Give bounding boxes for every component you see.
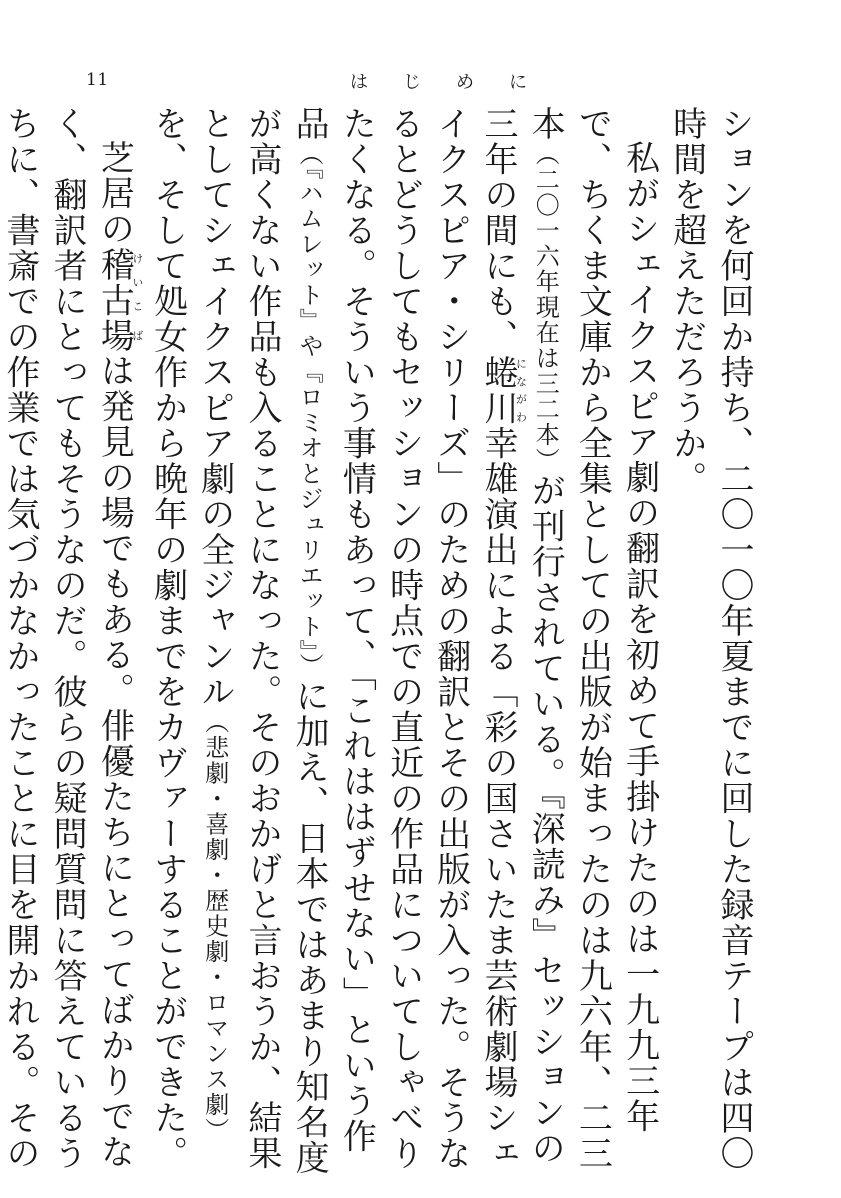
paragraph-text: に加え、日本ではあまり知名度が高くない作品も入ることになった。そのおかげと言おうか、結果としてシェイクスピア劇の全ジャンル [194, 106, 330, 1176]
paragraph-text: 私がシェイクスピア劇の翻訳を初めて手掛けたのは一九九三年で、ちくま文庫から全集としての出版が始まったのは九六年、二三本 [525, 106, 660, 1171]
vertical-text-column [0, 106, 757, 1186]
ruby-base: 稽古 [94, 246, 135, 318]
paragraph-text: を、そして処女作から晩年の劇までをカヴァーすることができた。 [147, 106, 188, 1171]
page-number: 11 [86, 70, 109, 90]
parenthetical-note: （『ハムレット』や『ロミオとジュリエット』） [295, 141, 324, 679]
running-head: はじめに [350, 72, 562, 93]
ruby-keiko [94, 246, 144, 318]
paragraph-translation-history [143, 106, 662, 1186]
paragraph-rehearsal [0, 106, 143, 1186]
paragraph-text: が刊行されている。『深読み』セッションの三年の間にも、 [477, 106, 566, 1166]
paragraph-text: ションを何回か持ち、二〇一〇年夏までに回した録音テープは四〇時間を超えただろうか。 [666, 106, 754, 1171]
ruby-base: 場 [94, 317, 135, 353]
ruby-ninagawa [477, 354, 528, 426]
ruby-reading: けいこ [130, 246, 144, 318]
paragraph-text: 幸雄演出による「彩の国さいたま芸術劇場シェイクスピア・シリーズ」のための翻訳とその出版が入った。そうなるとどうしてもセッションの時点での直近の作品についてしゃべりたくなる。そういう事情もあって、「これははずせない」という作品 [289, 106, 518, 1171]
ruby-reading: ば [130, 317, 144, 353]
paragraph-continued [663, 106, 757, 1186]
paragraph-text: は発見の場でもある。俳優たちにとってばかりでなく、翻訳者にとってもそうなのだ。彼らの疑問質問に答えているうちに、書斎での作業では気づかなかったことに目を開かれる。その [0, 106, 135, 1171]
parenthetical-note: （二〇一六年現在は三二本） [531, 141, 560, 473]
body-text [0, 106, 757, 1186]
paragraph-text: 芝居の [94, 140, 135, 247]
ruby-base: 蜷川 [477, 354, 518, 426]
ruby-ba [94, 317, 144, 354]
ruby-reading: にながわ [514, 354, 528, 426]
parenthetical-note: （悲劇・喜劇・歴史劇・ロマンス劇） [200, 709, 229, 1143]
